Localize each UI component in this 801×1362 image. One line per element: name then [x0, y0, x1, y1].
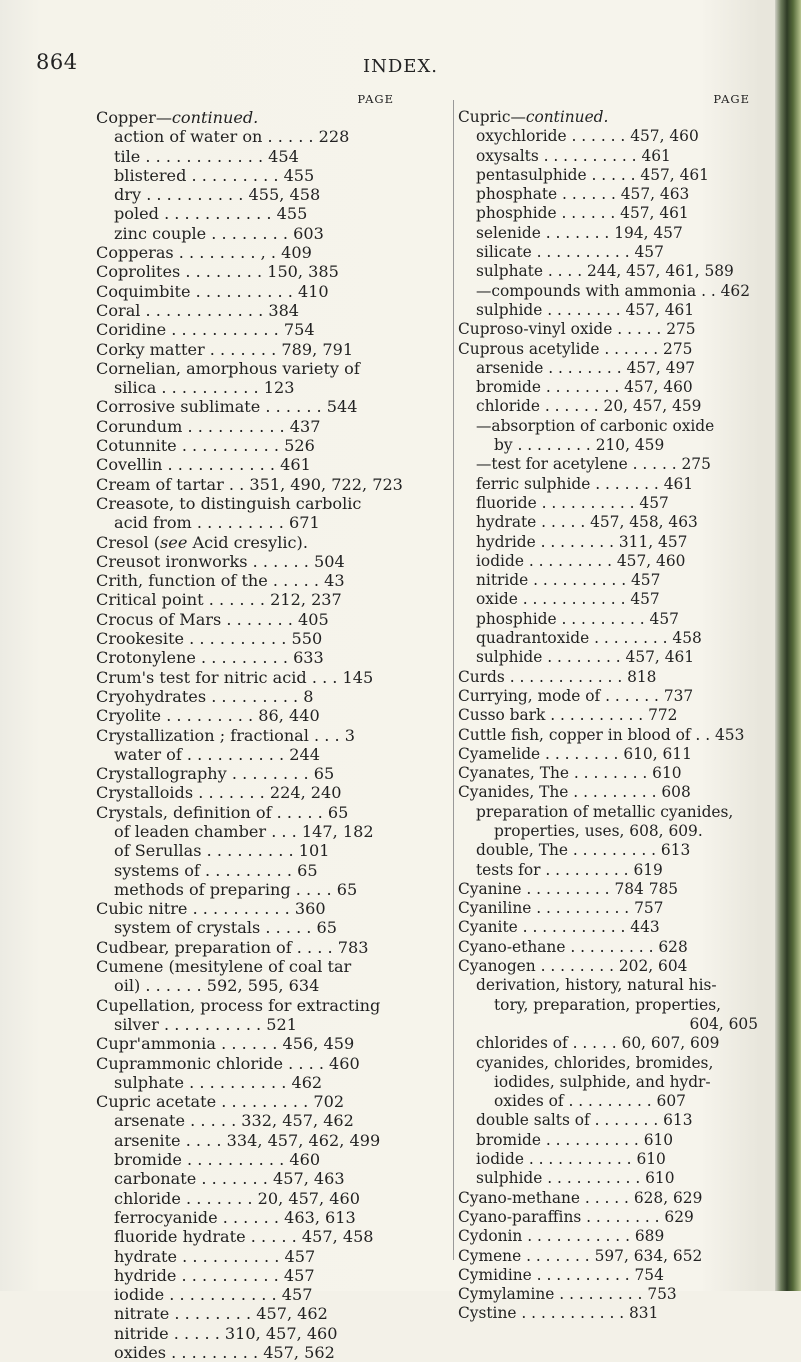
index-entry — [96, 1247, 450, 1266]
index-entry — [96, 147, 450, 166]
index-entry — [96, 1343, 450, 1362]
index-entry — [458, 1131, 758, 1150]
index-entry-text: fluoride . . . . . . . . . . 457 — [476, 493, 669, 512]
index-entry — [458, 147, 758, 166]
index-entry — [458, 1189, 758, 1208]
index-entry-text: sulphide . . . . . . . . 457, 461 — [476, 300, 695, 319]
index-entry-text: Crotonylene . . . . . . . . . 633 — [96, 648, 324, 668]
index-entry-text: iodide . . . . . . . . . . . 610 — [476, 1150, 666, 1169]
index-entry — [96, 1227, 450, 1246]
index-entry — [96, 1034, 450, 1053]
index-entry-italic: see — [160, 532, 188, 552]
index-entry-text: silicate . . . . . . . . . . 457 — [476, 243, 664, 262]
index-entry-text: Copper— — [96, 108, 172, 127]
index-entry — [96, 783, 450, 802]
index-entry-text: Cusso bark . . . . . . . . . . 772 — [458, 706, 678, 725]
index-entry-text: blistered . . . . . . . . . 455 — [114, 165, 315, 185]
right-entries — [458, 108, 758, 1324]
index-entry — [96, 938, 450, 957]
index-entry-text: arsenide . . . . . . . . 457, 497 — [476, 358, 696, 377]
index-entry-text: Crith, function of the . . . . . 43 — [96, 571, 345, 591]
index-entry-text: Cyano-paraffins . . . . . . . . 629 — [458, 1207, 694, 1226]
index-entry — [458, 918, 758, 937]
index-entry — [96, 1092, 450, 1111]
index-entry — [458, 996, 758, 1015]
index-entry — [458, 262, 758, 281]
index-entry — [458, 1304, 758, 1323]
index-entry — [96, 1054, 450, 1073]
index-entry-text: Cumene (mesitylene of coal tar — [96, 957, 352, 977]
index-entry-text: hydrate . . . . . . . . . . 457 — [114, 1246, 316, 1266]
index-entry — [96, 301, 450, 320]
index-entry-text: ferric sulphide . . . . . . . 461 — [476, 474, 694, 493]
index-entry-text: Corrosive sublimate . . . . . . 544 — [96, 397, 358, 417]
index-entry-text: iodides, sulphide, and hydr- — [494, 1072, 711, 1091]
running-head: INDEX. — [363, 56, 438, 77]
index-entry-text: Cupellation, process for extracting — [96, 995, 381, 1015]
index-entry-text: ferrocyanide . . . . . . 463, 613 — [114, 1207, 356, 1227]
index-entry-text: iodide . . . . . . . . . 457, 460 — [476, 551, 686, 570]
index-entry — [458, 533, 758, 552]
index-entry — [96, 899, 450, 918]
index-entry — [96, 282, 450, 301]
index-entry — [96, 629, 450, 648]
index-entry — [96, 340, 450, 359]
index-entry-text: phosphide . . . . . . 457, 461 — [476, 204, 689, 223]
index-entry-text: double salts of . . . . . . . 613 — [476, 1111, 693, 1130]
index-entry-text: Crocus of Mars . . . . . . . 405 — [96, 609, 329, 629]
index-entry — [96, 841, 450, 860]
index-entry-text: poled . . . . . . . . . . . 455 — [114, 204, 308, 224]
index-entry — [458, 1034, 758, 1053]
page-number: 864 — [36, 50, 78, 74]
index-entry — [458, 861, 758, 880]
index-entry — [96, 745, 450, 764]
index-entry-text: Cyanogen . . . . . . . . 202, 604 — [458, 957, 688, 976]
index-entry — [458, 976, 758, 995]
index-entry — [458, 127, 758, 146]
index-entry-text: sulphide . . . . . . . . 457, 461 — [476, 648, 695, 667]
index-entry-text: Cupric— — [458, 108, 526, 126]
index-entry-text: Cyano-methane . . . . . 628, 629 — [458, 1188, 703, 1207]
index-entry-text: Cupr'ammonia . . . . . . 456, 459 — [96, 1034, 355, 1054]
index-entry-text: Cyanides, The . . . . . . . . . 608 — [458, 783, 691, 802]
index-entry — [96, 243, 450, 262]
index-entry-text: chloride . . . . . . 20, 457, 459 — [476, 397, 702, 416]
index-entry — [458, 1015, 758, 1034]
index-entry-text: Cymylamine . . . . . . . . . 753 — [458, 1285, 677, 1304]
index-entry-text: oxide . . . . . . . . . . . 457 — [476, 590, 660, 609]
index-entry — [96, 1189, 450, 1208]
index-entry-text: of Serullas . . . . . . . . . 101 — [114, 841, 330, 861]
index-entry — [458, 243, 758, 262]
index-entry-text: carbonate . . . . . . . 457, 463 — [114, 1169, 345, 1189]
index-entry-text: Corky matter . . . . . . . 789, 791 — [96, 339, 354, 359]
index-entry-text: arsenate . . . . . 332, 457, 462 — [114, 1111, 354, 1131]
index-entry-text: sulphide . . . . . . . . . . 610 — [476, 1169, 675, 1188]
index-entry-text: pentasulphide . . . . . 457, 461 — [476, 165, 709, 184]
index-entry-text: Creasote, to distinguish carbolic — [96, 493, 362, 513]
index-entry-text: Cyano-ethane . . . . . . . . . 628 — [458, 937, 688, 956]
index-entry — [458, 282, 758, 301]
index-entry-text: tests for . . . . . . . . . 619 — [476, 860, 663, 879]
index-entry-text: nitrate . . . . . . . . 457, 462 — [114, 1304, 328, 1324]
index-entry — [96, 1285, 450, 1304]
index-entry — [458, 436, 758, 455]
index-entry — [96, 166, 450, 185]
index-entry-text: cyanides, chlorides, bromides, — [476, 1053, 714, 1072]
index-entry — [96, 552, 450, 571]
index-entry-text: quadrantoxide . . . . . . . . 458 — [476, 629, 702, 648]
index-entry — [458, 1208, 758, 1227]
index-entry — [458, 590, 758, 609]
index-entry — [96, 1015, 450, 1034]
index-entry — [96, 224, 450, 243]
index-entry — [458, 1092, 758, 1111]
index-entry — [96, 1208, 450, 1227]
index-entry — [96, 668, 450, 687]
index-entry — [458, 108, 758, 127]
index-entry — [96, 359, 450, 378]
index-entry-text: tile . . . . . . . . . . . . 454 — [114, 146, 299, 166]
index-entry-text: Crystallography . . . . . . . . 65 — [96, 764, 335, 784]
index-entry-text: zinc couple . . . . . . . . 603 — [114, 223, 324, 243]
index-entry-text: Cyanates, The . . . . . . . . 610 — [458, 764, 682, 783]
index-entry-text: oxides of . . . . . . . . . 607 — [494, 1092, 686, 1111]
index-entry-text: acid from . . . . . . . . . 671 — [114, 513, 320, 533]
index-entry — [458, 899, 758, 918]
index-entry — [458, 224, 758, 243]
index-entry-text: 604, 605 — [689, 1014, 758, 1033]
index-entry — [96, 455, 450, 474]
index-entry-text: Cornelian, amorphous variety of — [96, 358, 360, 378]
left-entries — [96, 108, 450, 1362]
index-entry-text: oxides . . . . . . . . . 457, 562 — [114, 1343, 335, 1362]
index-entry — [96, 996, 450, 1015]
index-entry-text: oxychloride . . . . . . 457, 460 — [476, 127, 699, 146]
index-entry-text: systems of . . . . . . . . . 65 — [114, 860, 318, 880]
index-entry — [458, 880, 758, 899]
index-entry-text: Cymidine . . . . . . . . . . 754 — [458, 1265, 664, 1284]
index-entry-text: Currying, mode of . . . . . . 737 — [458, 686, 694, 705]
index-entry — [458, 1150, 758, 1169]
index-entry — [96, 880, 450, 899]
index-entry-text: Cyanite . . . . . . . . . . . 443 — [458, 918, 660, 937]
index-entry-text: Covellin . . . . . . . . . . . 461 — [96, 455, 311, 475]
index-entry-text: bromide . . . . . . . . 457, 460 — [476, 378, 693, 397]
index-entry-italic: continued. — [171, 108, 259, 127]
index-entry-text: silver . . . . . . . . . . 521 — [114, 1014, 298, 1034]
index-entry-text: chloride . . . . . . . 20, 457, 460 — [114, 1188, 360, 1208]
index-entry-text: double, The . . . . . . . . . 613 — [476, 841, 691, 860]
index-entry — [458, 185, 758, 204]
index-entry-text: Cuprammonic chloride . . . . 460 — [96, 1053, 360, 1073]
index-entry — [458, 320, 758, 339]
index-entry-text: hydride . . . . . . . . . . 457 — [114, 1265, 315, 1285]
index-entry-text: Cupric acetate . . . . . . . . . 702 — [96, 1092, 345, 1112]
index-entry-text: action of water on . . . . . 228 — [114, 127, 350, 147]
index-entry — [458, 340, 758, 359]
index-entry — [96, 687, 450, 706]
index-entry — [458, 803, 758, 822]
index-entry — [458, 166, 758, 185]
index-entry — [96, 571, 450, 590]
index-entry — [96, 610, 450, 629]
index-entry — [458, 957, 758, 976]
index-entry — [458, 822, 758, 841]
index-entry-text: Cuproso-vinyl oxide . . . . . 275 — [458, 320, 696, 339]
index-entry-text: iodide . . . . . . . . . . . 457 — [114, 1285, 313, 1305]
index-entry — [96, 1324, 450, 1343]
index-entry-text: —absorption of carbonic oxide — [476, 416, 715, 435]
index-entry — [96, 320, 450, 339]
index-entry-text: system of crystals . . . . . 65 — [114, 918, 338, 938]
index-entry-text: bromide . . . . . . . . . . 610 — [476, 1130, 674, 1149]
index-entry-text: Crookesite . . . . . . . . . . 550 — [96, 629, 323, 649]
index-entry — [458, 455, 758, 474]
index-entry-text: hydride . . . . . . . . 311, 457 — [476, 532, 688, 551]
index-entry-text: Cotunnite . . . . . . . . . . 526 — [96, 436, 315, 456]
index-entry-text: silica . . . . . . . . . . 123 — [114, 378, 295, 398]
index-entry-text: Creusot ironworks . . . . . . 504 — [96, 551, 345, 571]
index-entry-text: oxysalts . . . . . . . . . . 461 — [476, 146, 671, 165]
index-entry — [96, 706, 450, 725]
left-index-column — [96, 88, 450, 1362]
index-entry — [96, 378, 450, 397]
index-entry-text: oil) . . . . . . 592, 595, 634 — [114, 976, 320, 996]
index-entry-suffix: Acid cresylic). — [187, 532, 308, 552]
index-entry-text: Cyamelide . . . . . . . . 610, 611 — [458, 744, 692, 763]
index-entry — [96, 861, 450, 880]
index-entry — [96, 475, 450, 494]
index-entry-text: Cudbear, preparation of . . . . 783 — [96, 937, 369, 957]
index-entry-text: hydrate . . . . . 457, 458, 463 — [476, 513, 698, 532]
index-entry — [458, 513, 758, 532]
index-entry-text: Cream of tartar . . 351, 490, 722, 723 — [96, 474, 403, 494]
index-entry — [96, 957, 450, 976]
index-entry-text: Cymene . . . . . . . 597, 634, 652 — [458, 1246, 703, 1265]
index-entry-text: by . . . . . . . . 210, 459 — [494, 436, 665, 455]
index-entry-text: Cubic nitre . . . . . . . . . . 360 — [96, 899, 326, 919]
index-entry — [96, 1131, 450, 1150]
index-entry-text: Critical point . . . . . . 212, 237 — [96, 590, 342, 610]
index-entry — [458, 1285, 758, 1304]
index-entry-text: fluoride hydrate . . . . . 457, 458 — [114, 1227, 374, 1247]
index-entry-text: properties, uses, 608, 609. — [494, 821, 703, 840]
index-entry — [458, 610, 758, 629]
index-entry-text: Crystallization ; fractional . . . 3 — [96, 725, 355, 745]
index-entry — [96, 1304, 450, 1323]
index-entry — [96, 262, 450, 281]
index-entry-text: Cyanine . . . . . . . . . 784 785 — [458, 879, 679, 898]
index-entry-text: Coprolites . . . . . . . . 150, 385 — [96, 262, 339, 282]
index-entry — [96, 513, 450, 532]
index-entry-text: Crystalloids . . . . . . . 224, 240 — [96, 783, 342, 803]
index-entry-text: nitride . . . . . 310, 457, 460 — [114, 1323, 338, 1343]
index-entry-text: dry . . . . . . . . . . 455, 458 — [114, 185, 321, 205]
index-entry-text: Copperas . . . . . . . . , . 409 — [96, 243, 312, 263]
index-entry — [458, 359, 758, 378]
index-entry — [96, 494, 450, 513]
index-entry — [96, 648, 450, 667]
index-entry — [458, 745, 758, 764]
index-entry-text: Curds . . . . . . . . . . . . 818 — [458, 667, 657, 686]
index-entry-text: phosphate . . . . . . 457, 463 — [476, 185, 690, 204]
index-entry-text: Crystals, definition of . . . . . 65 — [96, 802, 349, 822]
index-entry — [96, 1169, 450, 1188]
index-entry-text: —compounds with ammonia . . 462 — [476, 281, 751, 300]
index-entry-text: Cryohydrates . . . . . . . . . 8 — [96, 686, 314, 706]
index-entry — [458, 706, 758, 725]
page-column-heading: PAGE — [357, 92, 394, 106]
index-entry — [96, 108, 450, 127]
index-entry — [458, 1266, 758, 1285]
index-entry — [458, 687, 758, 706]
index-entry — [458, 841, 758, 860]
index-entry — [96, 127, 450, 146]
index-entry-text: derivation, history, natural his- — [476, 976, 717, 995]
index-entry-text: chlorides of . . . . . 60, 607, 609 — [476, 1034, 720, 1053]
index-entry-text: Cuttle fish, copper in blood of . . 453 — [458, 725, 745, 744]
index-entry-text: phosphide . . . . . . . . . 457 — [476, 609, 679, 628]
right-index-column — [458, 88, 758, 1324]
index-entry-text: water of . . . . . . . . . . 244 — [114, 744, 320, 764]
index-entry — [458, 1247, 758, 1266]
index-entry-text: arsenite . . . . 334, 457, 462, 499 — [114, 1130, 381, 1150]
index-entry — [458, 648, 758, 667]
page-edge — [775, 0, 801, 1291]
index-entry-text: Cryolite . . . . . . . . . 86, 440 — [96, 706, 320, 726]
page-column-heading: PAGE — [713, 92, 750, 106]
index-entry — [458, 571, 758, 590]
index-entry — [458, 1111, 758, 1130]
index-entry — [458, 1227, 758, 1246]
column-divider — [453, 100, 454, 1260]
index-entry — [458, 1054, 758, 1073]
index-entry-text: of leaden chamber . . . 147, 182 — [114, 821, 374, 841]
index-entry — [96, 1073, 450, 1092]
index-entry — [96, 417, 450, 436]
index-entry — [96, 204, 450, 223]
index-entry — [458, 417, 758, 436]
index-entry-text: sulphate . . . . 244, 457, 461, 589 — [476, 262, 734, 281]
index-entry — [458, 475, 758, 494]
index-entry-text: preparation of metallic cyanides, — [476, 802, 734, 821]
index-entry-text: tory, preparation, properties, — [494, 995, 721, 1014]
index-entry-text: sulphate . . . . . . . . . . 462 — [114, 1072, 323, 1092]
index-entry — [96, 590, 450, 609]
index-entry — [458, 494, 758, 513]
index-entry — [96, 822, 450, 841]
index-entry — [96, 764, 450, 783]
index-entry-text: bromide . . . . . . . . . . 460 — [114, 1150, 321, 1170]
index-entry — [96, 1150, 450, 1169]
index-entry-text: Coridine . . . . . . . . . . . 754 — [96, 320, 315, 340]
index-entry — [96, 726, 450, 745]
index-entry-text: —test for acetylene . . . . . 275 — [476, 455, 711, 474]
index-entry — [96, 1111, 450, 1130]
index-entry-text: Cuprous acetylide . . . . . . 275 — [458, 339, 693, 358]
index-entry — [458, 783, 758, 802]
index-entry-text: Coral . . . . . . . . . . . . 384 — [96, 300, 300, 320]
index-entry — [458, 1073, 758, 1092]
index-entry — [96, 1266, 450, 1285]
index-entry-text: Crum's test for nitric acid . . . 145 — [96, 667, 374, 687]
index-entry — [458, 378, 758, 397]
index-entry-text: Cresol ( — [96, 532, 161, 552]
index-entry-italic: continued. — [525, 108, 609, 126]
index-entry — [96, 918, 450, 937]
index-entry-text: Cyaniline . . . . . . . . . . 757 — [458, 899, 664, 918]
index-entry — [96, 533, 450, 552]
index-entry — [458, 629, 758, 648]
index-entry — [458, 938, 758, 957]
index-entry — [96, 436, 450, 455]
index-entry — [96, 803, 450, 822]
index-entry-text: Corundum . . . . . . . . . . 437 — [96, 416, 321, 436]
index-entry-text: Cydonin . . . . . . . . . . . 689 — [458, 1227, 665, 1246]
index-entry-text: nitride . . . . . . . . . . 457 — [476, 571, 661, 590]
index-entry-text: methods of preparing . . . . 65 — [114, 879, 358, 899]
index-entry — [458, 301, 758, 320]
index-entry — [458, 726, 758, 745]
index-entry — [458, 397, 758, 416]
index-entry — [458, 1169, 758, 1188]
index-entry — [458, 204, 758, 223]
index-entry-text: Cystine . . . . . . . . . . . 831 — [458, 1304, 659, 1323]
index-entry-text: Coquimbite . . . . . . . . . . 410 — [96, 281, 329, 301]
index-entry — [458, 552, 758, 571]
index-entry-text: selenide . . . . . . . 194, 457 — [476, 223, 683, 242]
index-entry — [458, 668, 758, 687]
index-entry — [96, 976, 450, 995]
index-entry — [96, 185, 450, 204]
index-entry — [458, 764, 758, 783]
index-entry — [96, 397, 450, 416]
